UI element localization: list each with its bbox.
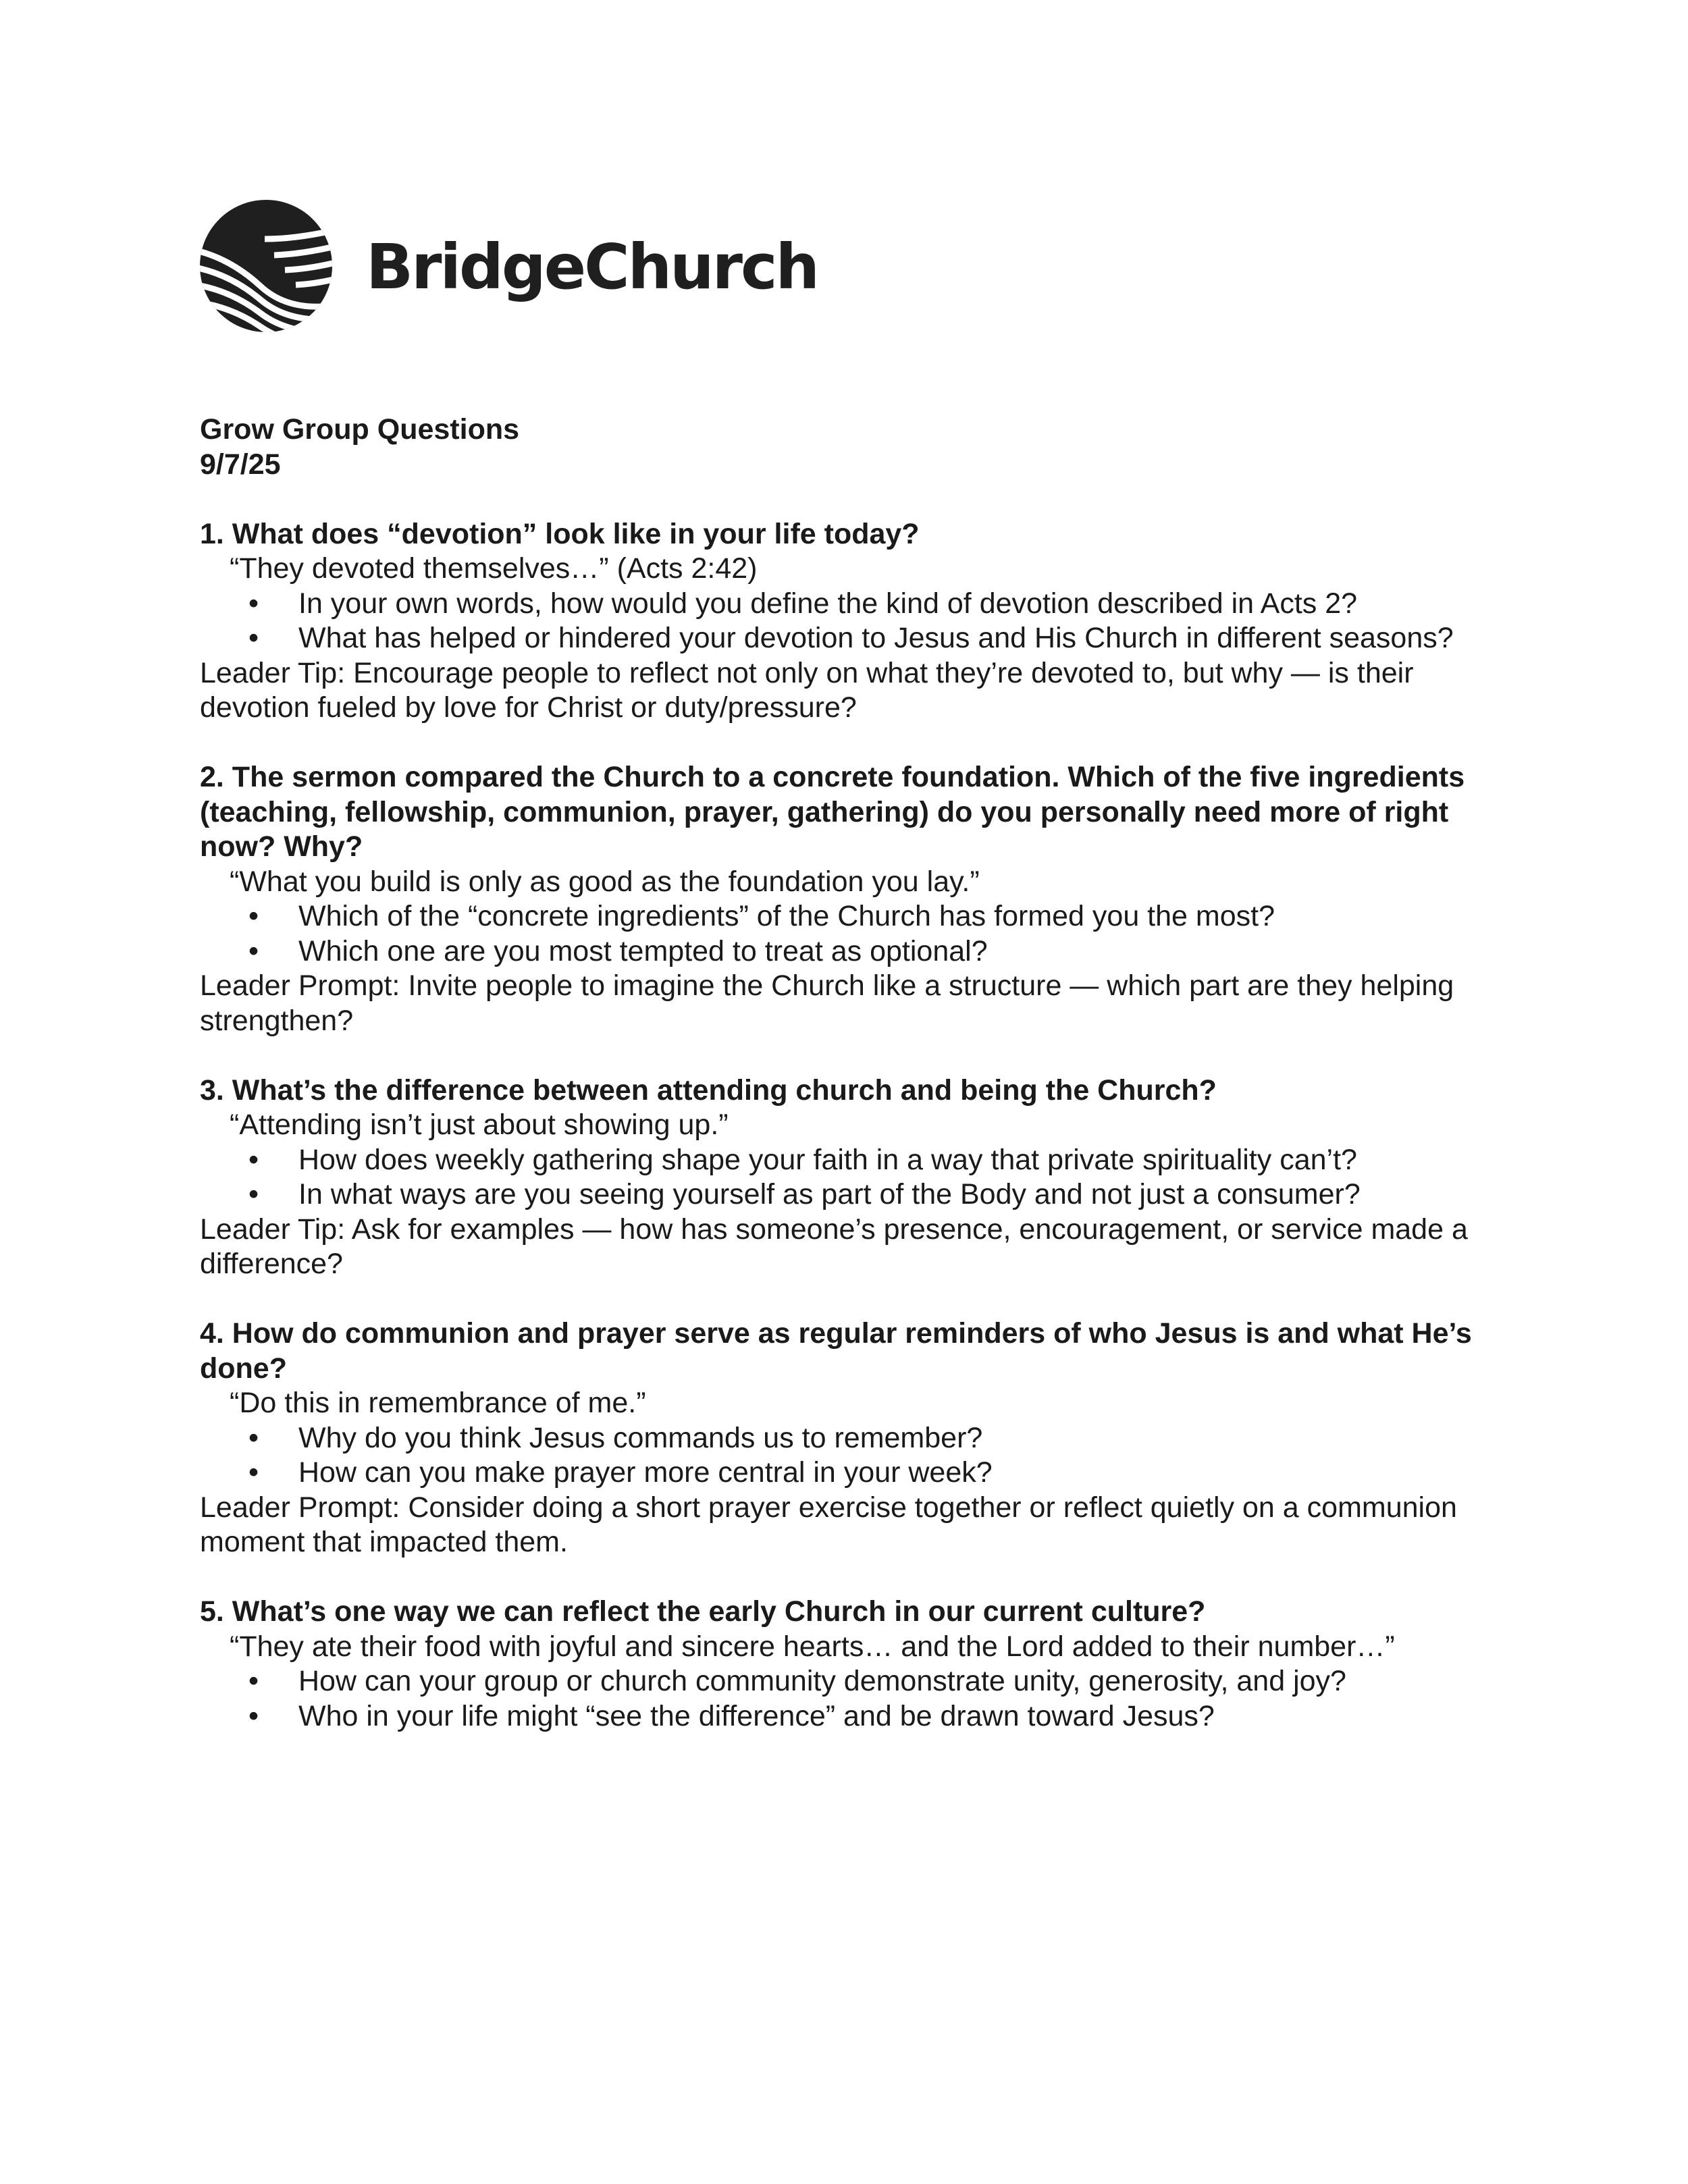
list-item-text: Which one are you most tempted to treat as optional? bbox=[298, 934, 988, 967]
leader-note: Leader Tip: Ask for examples — how has someone’s presence, encouragement, or service made a difference? bbox=[200, 1213, 1468, 1280]
bullet-icon: • bbox=[248, 1178, 259, 1210]
list-item-text: What has helped or hindered your devotion to Jesus and His Church in different seasons? bbox=[298, 622, 1454, 654]
discussion-list bbox=[200, 1143, 1516, 1213]
logo-wordmark: BridgeChurch bbox=[366, 231, 818, 303]
question-heading: 5. What’s one way we can reflect the early Church in our current culture? bbox=[200, 1595, 1206, 1628]
bullet-icon: • bbox=[248, 1456, 259, 1489]
leader-note: Leader Prompt: Consider doing a short prayer exercise together or reflect quietly on a communion moment that impacted them. bbox=[200, 1491, 1457, 1558]
question-section-4 bbox=[200, 1316, 1516, 1560]
question-heading: 2. The sermon compared the Church to a concrete foundation. Which of the five ingredients (teaching, fellowship, communion, prayer, gathering) do you personally need more of right now? Why? bbox=[200, 761, 1465, 863]
bullet-icon: • bbox=[248, 622, 259, 654]
list-item bbox=[200, 899, 1516, 934]
list-item-text: In your own words, how would you define the kind of devotion described in Acts 2? bbox=[298, 587, 1358, 620]
list-item bbox=[200, 934, 1516, 969]
question-heading: 4. How do communion and prayer serve as regular reminders of who Jesus is and what He’s done? bbox=[200, 1317, 1472, 1385]
spacer bbox=[200, 482, 1516, 517]
discussion-list bbox=[200, 899, 1516, 969]
spacer bbox=[200, 726, 1516, 761]
list-item-text: Which of the “concrete ingredients” of the Church has formed you the most? bbox=[298, 900, 1275, 932]
bullet-icon: • bbox=[248, 900, 259, 932]
question-section-2 bbox=[200, 760, 1516, 1038]
question-section-1 bbox=[200, 517, 1516, 726]
discussion-list bbox=[200, 1664, 1516, 1734]
church-logo bbox=[200, 200, 818, 332]
question-heading: 1. What does “devotion” look like in your life today? bbox=[200, 517, 920, 550]
list-item bbox=[200, 1421, 1516, 1456]
bullet-icon: • bbox=[248, 934, 259, 967]
question-section-3 bbox=[200, 1073, 1516, 1282]
list-item-text: In what ways are you seeing yourself as part of the Body and not just a consumer? bbox=[298, 1178, 1361, 1210]
bullet-icon: • bbox=[248, 1699, 259, 1732]
list-item-text: How does weekly gathering shape your faith in a way that private spirituality can’t? bbox=[298, 1143, 1357, 1176]
list-item-text: Why do you think Jesus commands us to remember? bbox=[298, 1421, 983, 1454]
doc-title: Grow Group Questions bbox=[200, 413, 520, 446]
scripture-quote: “Attending isn’t just about showing up.” bbox=[230, 1109, 729, 1141]
list-item-text: Who in your life might “see the difference” and be drawn toward Jesus? bbox=[298, 1699, 1215, 1732]
leader-note: Leader Tip: Encourage people to reflect not only on what they’re devoted to, but why — is their devotion fueled by love for Christ or duty/pressure? bbox=[200, 656, 1414, 724]
spacer bbox=[200, 1560, 1516, 1595]
discussion-list bbox=[200, 1421, 1516, 1491]
list-item bbox=[200, 621, 1516, 656]
scripture-quote: “They ate their food with joyful and sincere hearts… and the Lord added to their number…” bbox=[230, 1630, 1395, 1663]
leader-note: Leader Prompt: Invite people to imagine the Church like a structure — which part are they helping strengthen? bbox=[200, 969, 1454, 1037]
bullet-icon: • bbox=[248, 1143, 259, 1176]
scripture-quote: “What you build is only as good as the foundation you lay.” bbox=[230, 865, 980, 898]
question-heading: 3. What’s the difference between attending church and being the Church? bbox=[200, 1073, 1217, 1107]
bullet-icon: • bbox=[248, 1665, 259, 1697]
list-item bbox=[200, 1177, 1516, 1213]
bullet-icon: • bbox=[248, 1421, 259, 1454]
bullet-icon: • bbox=[248, 587, 259, 620]
doc-date: 9/7/25 bbox=[200, 448, 281, 481]
discussion-list bbox=[200, 587, 1516, 656]
list-item bbox=[200, 1456, 1516, 1491]
scripture-quote: “Do this in remembrance of me.” bbox=[230, 1387, 646, 1419]
spacer bbox=[200, 1038, 1516, 1073]
list-item-text: How can your group or church community demonstrate unity, generosity, and joy? bbox=[298, 1665, 1346, 1697]
document-body bbox=[200, 412, 1516, 1734]
question-section-5 bbox=[200, 1595, 1516, 1734]
scripture-quote: “They devoted themselves…” (Acts 2:42) bbox=[230, 552, 758, 585]
list-item bbox=[200, 1143, 1516, 1178]
spacer bbox=[200, 1282, 1516, 1317]
list-item bbox=[200, 1699, 1516, 1734]
list-item-text: How can you make prayer more central in your week? bbox=[298, 1456, 993, 1489]
list-item bbox=[200, 1664, 1516, 1699]
bridge-church-logo-mark-icon bbox=[200, 200, 332, 332]
list-item bbox=[200, 587, 1516, 622]
